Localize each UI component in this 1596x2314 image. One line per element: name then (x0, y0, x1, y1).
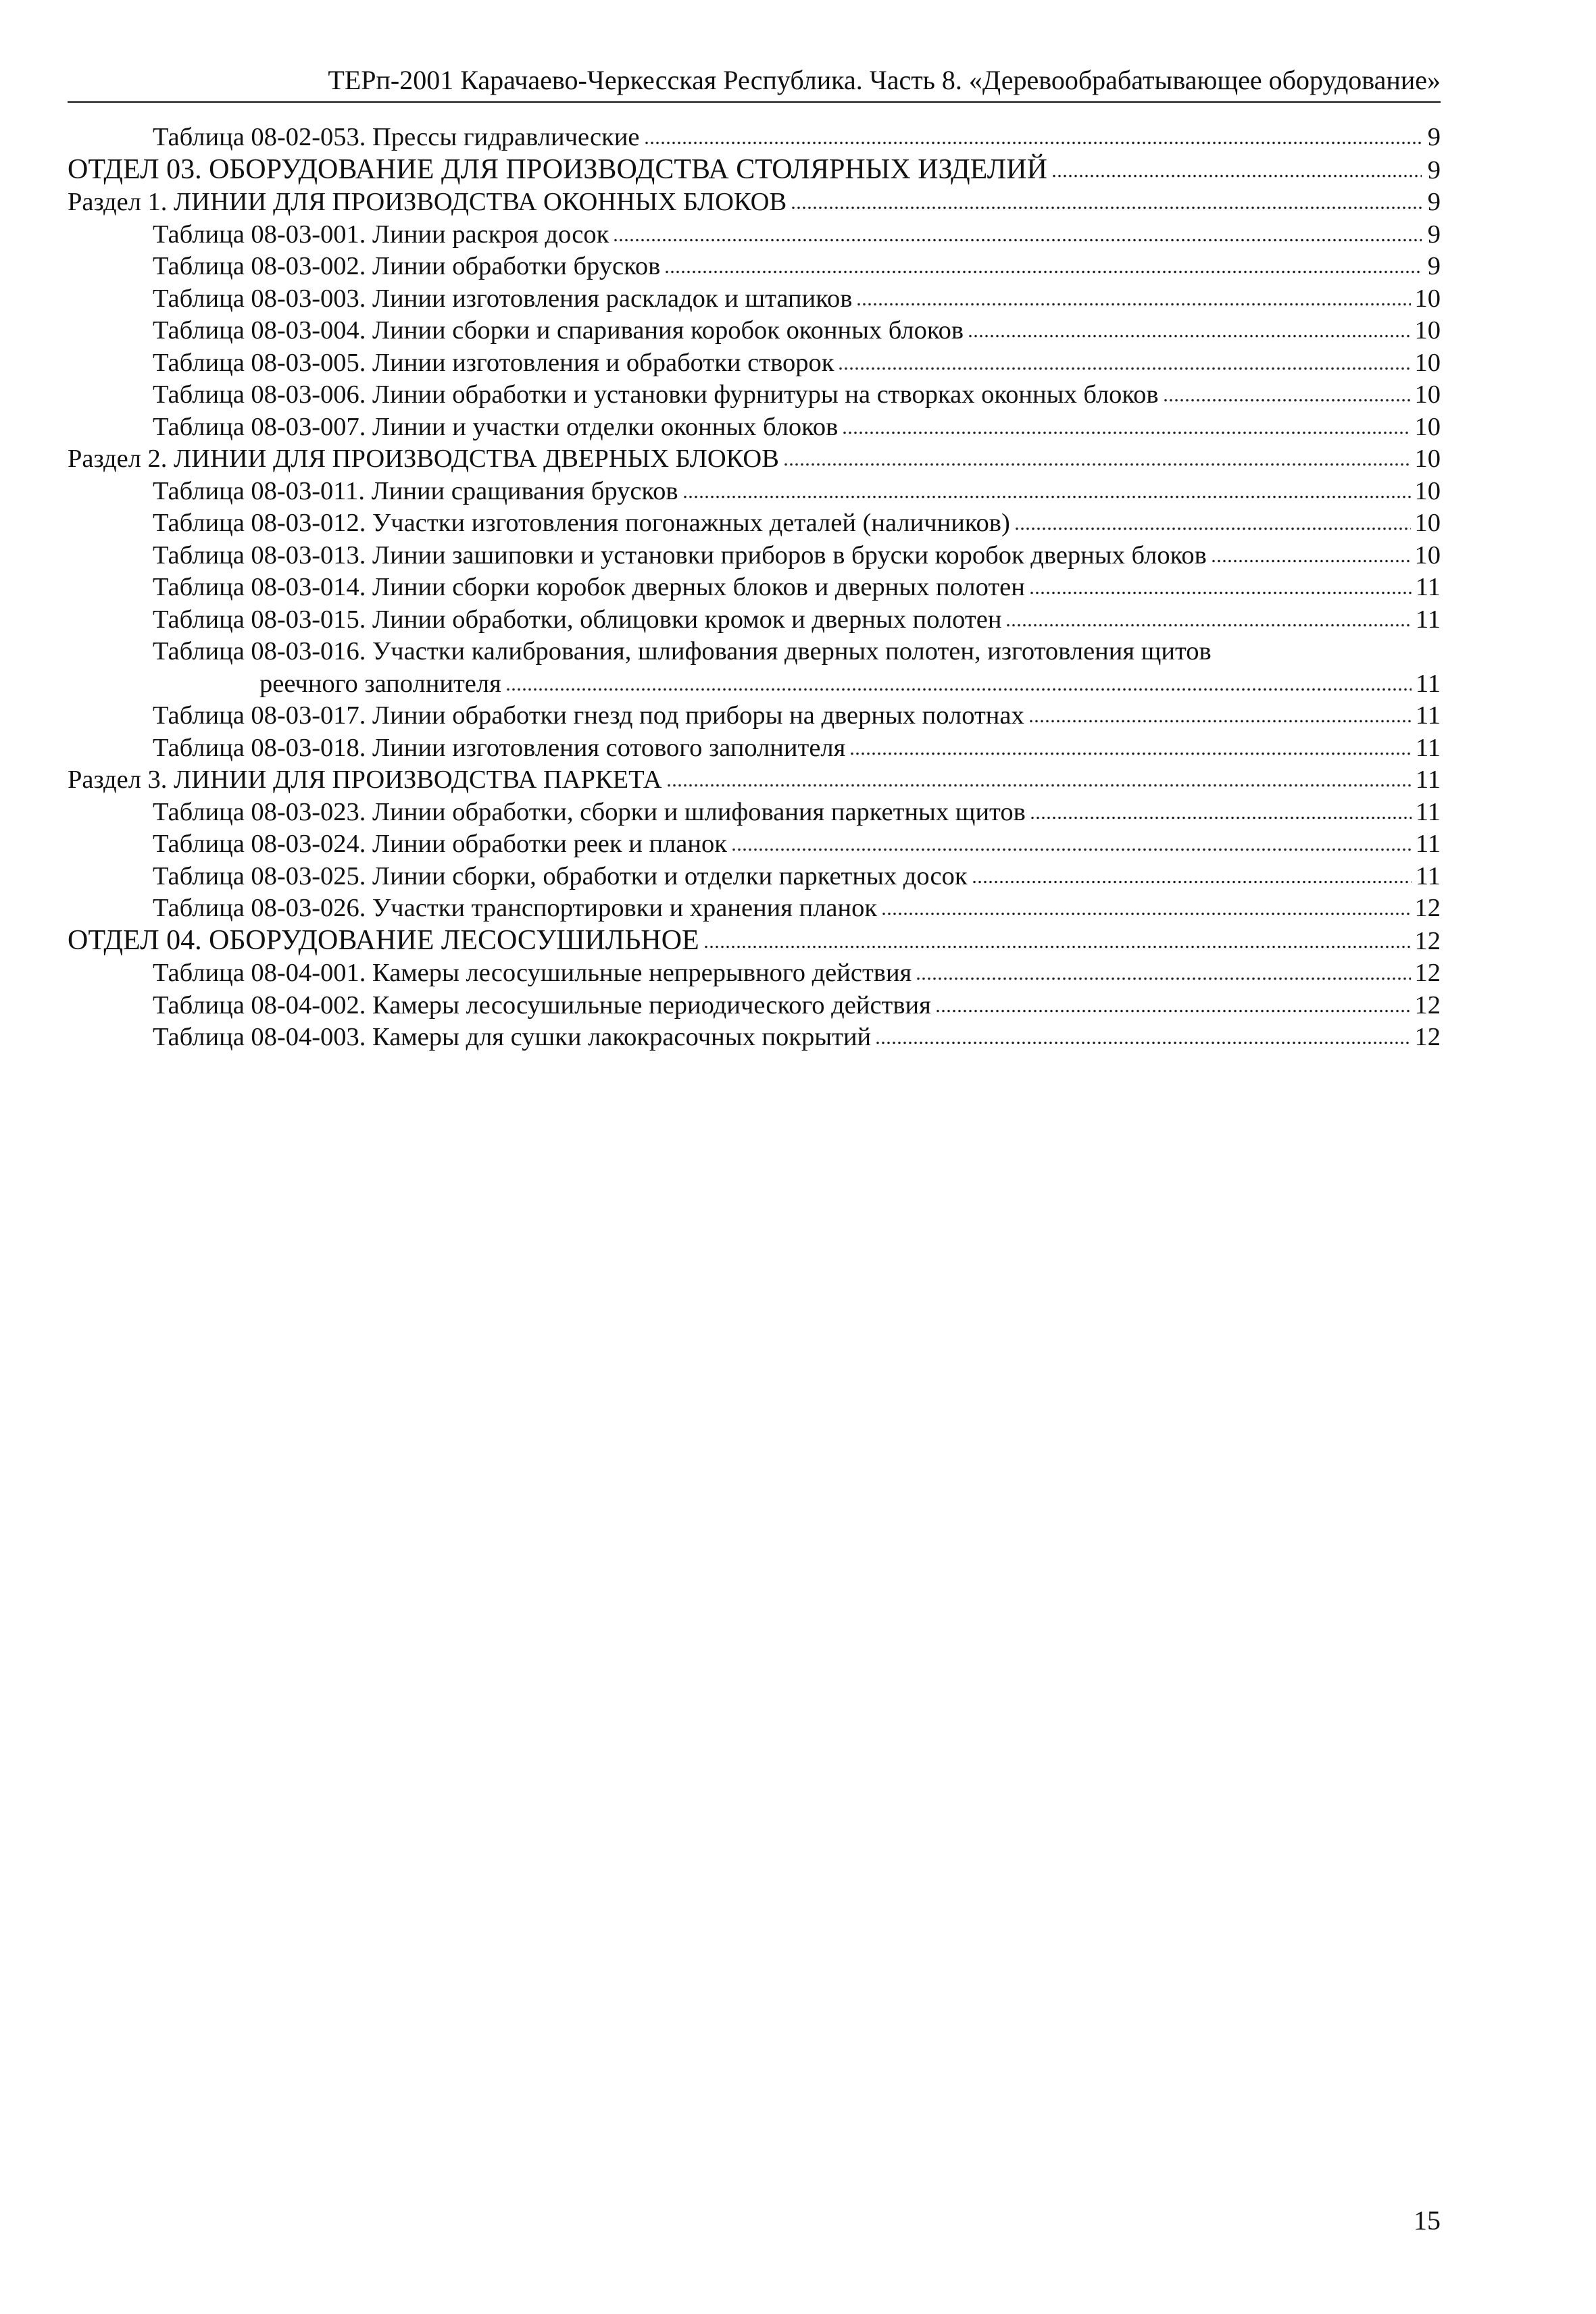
toc-entry (68, 604, 1441, 636)
toc-entry (68, 315, 1441, 347)
dot-leader (1211, 559, 1411, 563)
toc-entry-page: 12 (1414, 1023, 1441, 1051)
toc-entry (68, 732, 1441, 765)
toc-entry-page: 11 (1415, 797, 1441, 826)
toc-entry-title: Таблица 08-03-001. Линии раскроя досок (153, 220, 609, 249)
toc-entry-title: Таблица 08-03-002. Линии обработки брусков (153, 252, 661, 280)
toc-entry-page: 10 (1414, 316, 1441, 345)
dot-leader (1028, 719, 1412, 724)
toc-entry-title: Таблица 08-03-005. Линии изготовления и обработки створок (153, 348, 834, 377)
dot-leader (644, 141, 1422, 145)
toc-entry (68, 219, 1441, 251)
toc-entry (68, 540, 1441, 572)
toc-entry-title: Таблица 08-04-003. Камеры для сушки лакокрасочных покрытий (153, 1023, 872, 1051)
toc-entry-page: 10 (1414, 284, 1441, 313)
toc-entry-title: Таблица 08-04-002. Камеры лесосушильные периодического действия (153, 990, 931, 1020)
toc-entry-page: 11 (1415, 861, 1441, 890)
toc-entry (68, 283, 1441, 316)
toc-entry (68, 507, 1441, 540)
toc-entry-title: Раздел 2. ЛИНИИ ДЛЯ ПРОИЗВОДСТВА ДВЕРНЫХ БЛОКОВ (68, 445, 779, 473)
toc-entry (68, 572, 1441, 604)
toc-entry-page: 10 (1414, 476, 1441, 505)
dot-leader (791, 205, 1422, 210)
toc-entry-subsection (68, 186, 1441, 219)
toc-entry (68, 379, 1441, 411)
dot-leader (666, 783, 1412, 788)
dot-leader (968, 334, 1410, 338)
dot-leader (682, 495, 1411, 499)
toc-entry-page: 12 (1414, 959, 1441, 987)
toc-entry-page: 12 (1414, 926, 1441, 955)
toc-entry-title: ОТДЕЛ 03. ОБОРУДОВАНИЕ ДЛЯ ПРОИЗВОДСТВА СТОЛЯРНЫХ ИЗДЕЛИЙ (68, 153, 1047, 185)
toc-entry-title: Таблица 08-03-013. Линии зашиповки и установки приборов в бруски коробок дверных блоков (153, 540, 1207, 570)
toc-entry-page: 10 (1414, 412, 1441, 441)
toc-entry-title: Таблица 08-03-017. Линии обработки гнезд под приборы на дверных полотнах (153, 701, 1024, 730)
toc-entry-section (68, 154, 1441, 187)
toc-entry-page: 11 (1415, 669, 1441, 698)
running-header: ТЕРп-2001 Карачаево-Черкесская Республика. Часть 8. «Деревообрабатывающее оборудование» (328, 65, 1441, 95)
toc-entry-page: 11 (1415, 765, 1441, 794)
dot-leader (1163, 398, 1411, 403)
toc-entry-page: 11 (1415, 573, 1441, 601)
toc-entry (68, 990, 1441, 1022)
dot-leader (505, 687, 1412, 692)
table-of-contents (68, 122, 1441, 1054)
toc-entry-title: Таблица 08-03-023. Линии обработки, сборки и шлифования паркетных щитов (153, 797, 1026, 826)
toc-entry (68, 411, 1441, 444)
toc-entry-page: 11 (1415, 830, 1441, 858)
toc-entry-title: Таблица 08-03-026. Участки транспортировки и хранения планок (153, 894, 878, 922)
toc-entry-title: Таблица 08-04-001. Камеры лесосушильные непрерывного действия (153, 959, 912, 987)
toc-entry-page: 9 (1427, 252, 1441, 280)
dot-leader (731, 847, 1412, 852)
toc-entry-continuation (153, 668, 1441, 701)
toc-entry-page: 11 (1415, 701, 1441, 730)
dot-leader (703, 945, 1411, 949)
toc-entry-title: Таблица 08-03-012. Участки изготовления погонажных деталей (наличников) (153, 509, 1010, 537)
toc-entry-title: Раздел 1. ЛИНИИ ДЛЯ ПРОИЗВОДСТВА ОКОННЫХ БЛОКОВ (68, 188, 787, 216)
toc-entry (68, 347, 1441, 380)
toc-entry-title: Таблица 08-03-015. Линии обработки, облицовки кромок и дверных полотен (153, 605, 1002, 634)
toc-entry-title: Таблица 08-03-018. Линии изготовления сотового заполнителя (153, 733, 846, 762)
toc-entry-title: Таблица 08-03-003. Линии изготовления раскладок и штапиков (153, 284, 853, 313)
toc-entry-page: 12 (1414, 894, 1441, 922)
toc-entry (68, 1022, 1441, 1054)
dot-leader (1014, 526, 1411, 531)
dot-leader (842, 430, 1410, 435)
toc-entry (68, 828, 1441, 861)
dot-leader (838, 366, 1410, 371)
toc-entry-subsection (68, 443, 1441, 476)
toc-entry (68, 797, 1441, 829)
toc-entry (68, 957, 1441, 990)
toc-entry-page: 9 (1427, 155, 1441, 184)
toc-entry-page: 11 (1415, 605, 1441, 634)
header-rule (68, 101, 1441, 103)
toc-entry-title: Таблица 08-03-007. Линии и участки отделки оконных блоков (153, 412, 839, 441)
dot-leader (1030, 815, 1412, 820)
toc-entry-page: 10 (1414, 380, 1441, 409)
toc-entry-page: 9 (1427, 220, 1441, 249)
toc-entry (68, 476, 1441, 508)
toc-entry (68, 122, 1441, 154)
toc-entry-page: 10 (1414, 509, 1441, 537)
dot-leader (972, 880, 1412, 884)
toc-entry-page: 10 (1414, 540, 1441, 570)
toc-entry (68, 892, 1441, 925)
toc-entry-title: Раздел 3. ЛИНИИ ДЛЯ ПРОИЗВОДСТВА ПАРКЕТА (68, 765, 662, 794)
dot-leader (856, 302, 1410, 307)
toc-entry-title: Таблица 08-03-016. Участки калибрования, шлифования дверных полотен, изготовления щитов (153, 637, 1212, 665)
toc-entry-title: Таблица 08-03-011. Линии сращивания брусков (153, 476, 678, 505)
toc-entry-body (153, 636, 1441, 700)
dot-leader (875, 1040, 1410, 1045)
toc-entry-page: 12 (1414, 990, 1441, 1020)
dot-leader (613, 238, 1422, 243)
toc-entry (68, 700, 1441, 732)
toc-entry-multiline (68, 636, 1441, 700)
dot-leader (881, 911, 1410, 916)
dot-leader (1051, 174, 1422, 178)
dot-leader (664, 270, 1422, 274)
toc-entry-page: 9 (1427, 123, 1441, 151)
dot-leader (783, 462, 1411, 467)
toc-entry-page: 9 (1427, 188, 1441, 216)
toc-entry-title: Таблица 08-03-004. Линии сборки и спаривания коробок оконных блоков (153, 316, 964, 345)
toc-entry (68, 251, 1441, 283)
toc-entry-page: 10 (1414, 445, 1441, 473)
dot-leader (1029, 590, 1412, 595)
toc-entry-title-continuation: реечного заполнителя (259, 669, 501, 698)
toc-entry-title: ОТДЕЛ 04. ОБОРУДОВАНИЕ ЛЕСОСУШИЛЬНОЕ (68, 924, 699, 956)
toc-entry-page: 11 (1415, 733, 1441, 762)
dot-leader (935, 1009, 1411, 1013)
dot-leader (849, 751, 1412, 756)
toc-entry-subsection (68, 764, 1441, 797)
toc-entry-title: Таблица 08-03-024. Линии обработки реек и планок (153, 830, 727, 858)
toc-entry (68, 861, 1441, 893)
page-number: 15 (1414, 2205, 1441, 2236)
dot-leader (1005, 623, 1411, 628)
toc-entry-section (68, 925, 1441, 958)
toc-entry-title: Таблица 08-03-014. Линии сборки коробок дверных блоков и дверных полотен (153, 573, 1025, 601)
dot-leader (916, 976, 1410, 981)
toc-entry-title: Таблица 08-03-025. Линии сборки, обработки и отделки паркетных досок (153, 861, 968, 890)
toc-entry-title: Таблица 08-03-006. Линии обработки и установки фурнитуры на створках оконных блоков (153, 380, 1159, 409)
toc-entry-page: 10 (1414, 348, 1441, 377)
toc-entry-title: Таблица 08-02-053. Прессы гидравлические (153, 123, 640, 151)
